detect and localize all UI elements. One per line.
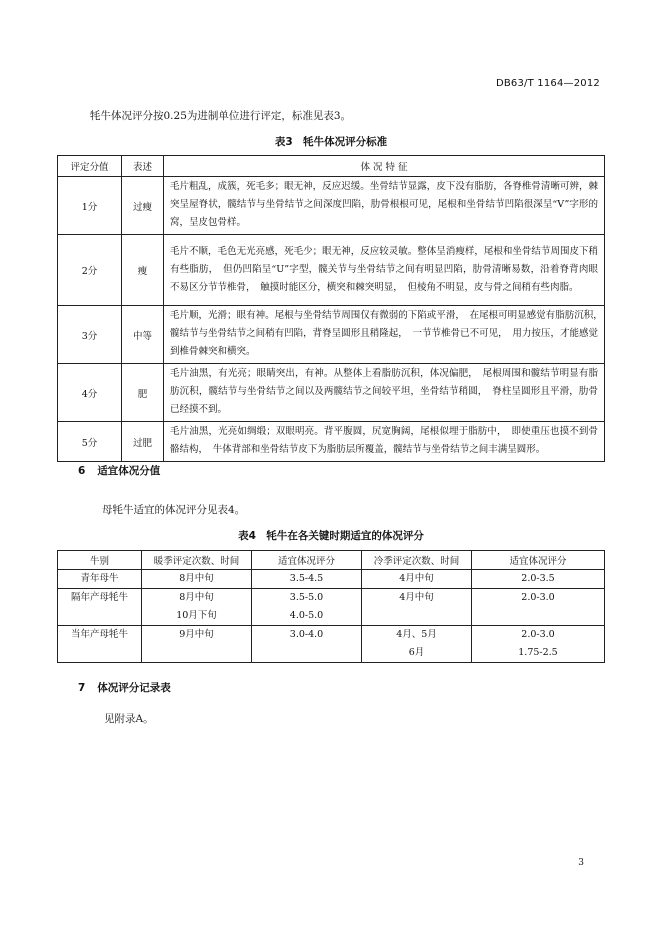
description-cell: 过瘦	[122, 177, 164, 235]
warm-score-cell: 3.5-5.0 4.0-5.0	[252, 589, 362, 626]
cattle-type-cell: 隔年产母牦牛	[58, 589, 142, 626]
warm-score-cell: 3.5-4.5	[252, 570, 362, 589]
description-cell: 瘦	[122, 235, 164, 306]
table4-header-row	[58, 551, 605, 570]
cold-score-cell: 2.0-3.0	[472, 589, 605, 626]
header-cold-season-time: 冷季评定次数、时间	[362, 551, 472, 570]
cold-score-cell: 2.0-3.0 1.75-2.5	[472, 626, 605, 663]
score-cell: 5分	[58, 422, 122, 462]
section-title: 体况评分记录表	[97, 682, 171, 694]
warm-time-cell: 9月中旬	[142, 626, 252, 663]
section-number: 6	[78, 465, 86, 477]
header-feature: 体 况 特 征	[164, 156, 605, 177]
document-code: DB63/T 1164—2012	[495, 78, 600, 89]
header-cold-season-score: 适宜体况评分	[472, 551, 605, 570]
intro-paragraph: 牦牛体况评分按0.25为进制单位进行评定，标准见表3。	[90, 110, 352, 122]
cattle-type-cell: 当年产母牦牛	[58, 626, 142, 663]
table3-caption: 表3 牦牛体况评分标准	[274, 136, 388, 148]
description-cell: 中等	[122, 306, 164, 364]
warm-time-cell: 8月中旬	[142, 570, 252, 589]
score-cell: 4分	[58, 364, 122, 422]
header-score: 评定分值	[58, 156, 122, 177]
cold-time-cell: 4月、5月 6月	[362, 626, 472, 663]
feature-cell: 毛片不顺，毛色无光亮感，死毛少；眼无神，反应较灵敏。整体呈消瘦样，尾根和坐骨结节周围皮下稍有些脂肪， 但仍凹陷呈“U”字型，髋关节与坐骨结节之间有明显凹陷，肋骨清晰易数，沿着脊背肉眼不易区分节节椎骨， 触摸时能区分，横突和棘突明显， 但棱角不明显，皮与骨之间稍有些肉脂。	[164, 235, 605, 306]
page-number: 3	[578, 858, 584, 868]
table3-header-row	[58, 156, 605, 177]
score-cell: 3分	[58, 306, 122, 364]
table-row	[58, 570, 605, 589]
warm-score-cell: 3.0-4.0	[252, 626, 362, 663]
table-row	[58, 626, 605, 663]
section-7-heading	[78, 680, 171, 695]
section-7-paragraph: 见附录A。	[104, 713, 154, 725]
table-row	[58, 364, 605, 422]
table4-caption: 表4 牦牛在各关键时期适宜的体况评分	[238, 530, 424, 542]
description-cell: 过肥	[122, 422, 164, 462]
section-6-heading	[78, 463, 160, 478]
score-cell: 2分	[58, 235, 122, 306]
table-row	[58, 177, 605, 235]
cold-score-cell: 2.0-3.5	[472, 570, 605, 589]
header-warm-season-score: 适宜体况评分	[252, 551, 362, 570]
table-row	[58, 422, 605, 462]
body-condition-score-table	[57, 155, 608, 462]
feature-cell: 毛片顺，光滑；眼有神。尾根与坐骨结节周围仅有微弱的下陷或平滑， 在尾根可明显感觉有脂肪沉积， 髋结节与坐骨结节之间稍有凹陷，背脊呈圆形且稍隆起， 一节节椎骨已不可见， 用力按压，才能感觉到椎骨棘突和横突。	[164, 306, 605, 364]
header-warm-season-time: 暖季评定次数、时间	[142, 551, 252, 570]
header-cattle-type: 牛别	[58, 551, 142, 570]
header-description: 表述	[122, 156, 164, 177]
suitable-score-table	[57, 550, 605, 663]
cold-time-cell: 4月中旬	[362, 589, 472, 626]
section-number: 7	[78, 682, 86, 694]
table-row	[58, 235, 605, 306]
description-cell: 肥	[122, 364, 164, 422]
feature-cell: 毛片油黑，光亮如绸缎；双眼明亮。背平腹圆，尻宽胸阔，尾根似埋于脂肪中， 即使重压也摸不到骨骼结构， 牛体背部和坐骨结节皮下为脂肪层所覆盖，髋结节与坐骨结节之间丰满呈圆形。	[164, 422, 605, 462]
table-row	[58, 589, 605, 626]
cold-time-cell: 4月中旬	[362, 570, 472, 589]
feature-cell: 毛片油黑，有光亮；眼睛突出，有神。从整体上看脂肪沉积，体况偏肥， 尾根周围和髋结节明显有脂肪沉积，髋结节与坐骨结节之间以及两髋结节之间较平坦，坐骨结节稍圆， 脊柱呈圆形且平滑，肋骨已经摸不到。	[164, 364, 605, 422]
cattle-type-cell: 青年母牛	[58, 570, 142, 589]
score-cell: 1分	[58, 177, 122, 235]
warm-time-cell: 8月中旬 10月下旬	[142, 589, 252, 626]
feature-cell: 毛片粗乱，成簇，死毛多；眼无神，反应迟缓。坐骨结节显露，皮下没有脂肪，各脊椎骨清晰可辨，棘突呈屋脊状，髋结节与坐骨结节之间深度凹陷，肋骨根根可见，尾根和坐骨结节凹陷很深呈“V”字形的窝，呈皮包骨样。	[164, 177, 605, 235]
section-title: 适宜体况分值	[97, 465, 161, 477]
table-row	[58, 306, 605, 364]
section-6-paragraph: 母牦牛适宜的体况评分见表4。	[102, 504, 246, 516]
